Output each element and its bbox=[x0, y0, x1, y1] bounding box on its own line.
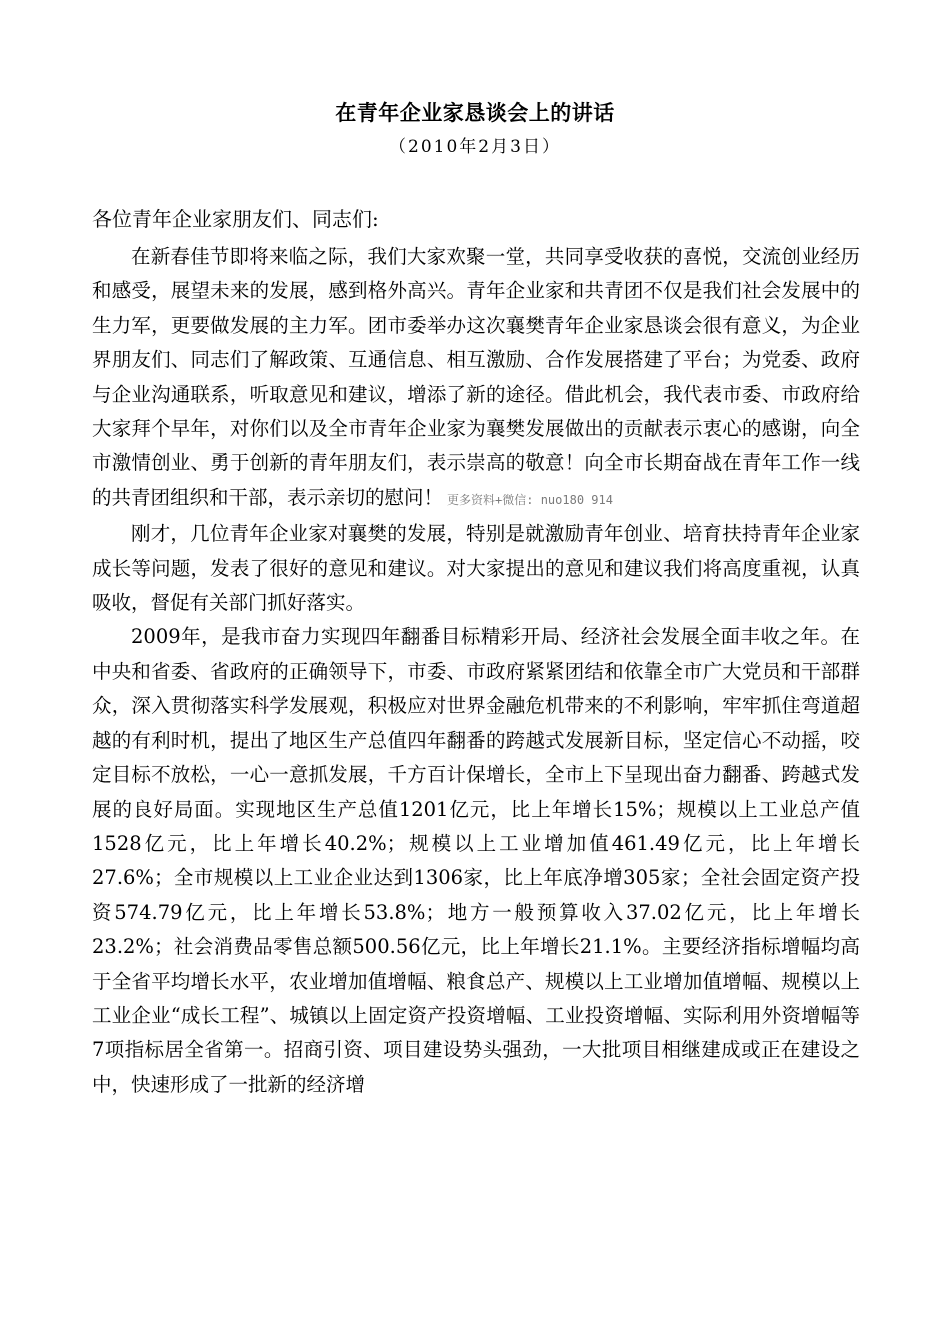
watermark-note: 更多资料+微信: nuo180 914 bbox=[447, 492, 613, 507]
salutation: 各位青年企业家朋友们、同志们: bbox=[92, 207, 379, 231]
paragraph-2: 刚才，几位青年企业家对襄樊的发展，特别是就激励青年创业、培育扶持青年企业家成长等问题，发表了很好的意见和建议。对大家提出的意见和建议我们将高度重视，认真吸收，督促有关部门抓好落实。 bbox=[92, 522, 860, 615]
document-date: （2010年2月3日） bbox=[389, 137, 561, 157]
document-title: 在青年企业家恳谈会上的讲话 bbox=[335, 100, 615, 125]
speech-body bbox=[92, 240, 860, 1102]
paragraph-1 bbox=[92, 240, 860, 517]
paragraph-3: 2009年，是我市奋力实现四年翻番目标精彩开局、经济社会发展全面丰收之年。在中央和省委、省政府的正确领导下，市委、市政府紧紧团结和依靠全市广大党员和干部群众，深入贯彻落实科学发展观，积极应对世界金融危机带来的不利影响，牢牢抓住弯道超越的有利时机，提出了地区生产总值四年翻番的跨越式发展新目标，坚定信心不动摇，咬定目标不放松，一心一意抓发展，千方百计保增长，全市上下呈现出奋力翻番、跨越式发展的良好局面。实现地区生产总值1201亿元，比上年增长15%；规模以上工业总产值1528亿元，比上年增长40.2%；规模以上工业增加值461.49亿元，比上年增长27.6%；全市规模以上工业企业达到1306家，比上年底净增305家；全社会固定资产投资574.79亿元，比上年增长53.8%；地方一般预算收入37.02亿元，比上年增长23.2%；社会消费品零售总额500.56亿元，比上年增长21.1%。主要经济指标增幅均高于全省平均增长水平，农业增加值增幅、粮食总产、规模以上工业增加值增幅、规模以上工业企业“成长工程”、城镇以上固定资产投资增幅、工业投资增幅、实际利用外资增幅等7项指标居全省第一。招商引资、项目建设势头强劲，一大批项目相继建成或正在建设之中，快速形成了一批新的经济增 bbox=[92, 625, 860, 1096]
paragraph-1-text: 在新春佳节即将来临之际，我们大家欢聚一堂，共同享受收获的喜悦，交流创业经历和感受，展望未来的发展，感到格外高兴。青年企业家和共青团不仅是我们社会发展中的生力军，更要做发展的主力军。团市委举办这次襄樊青年企业家恳谈会很有意义，为企业界朋友们、同志们了解政策、互通信息、相互激励、合作发展搭建了平台；为党委、政府与企业沟通联系，听取意见和建议，增添了新的途径。借此机会，我代表市委、市政府给大家拜个早年，对你们以及全市青年企业家为襄樊发展做出的贡献表示衷心的感谢，向全市激情创业、勇于创新的青年朋友们，表示崇高的敬意！向全市长期奋战在青年工作一线的共青团组织和干部，表示亲切的慰问！ bbox=[92, 245, 860, 509]
